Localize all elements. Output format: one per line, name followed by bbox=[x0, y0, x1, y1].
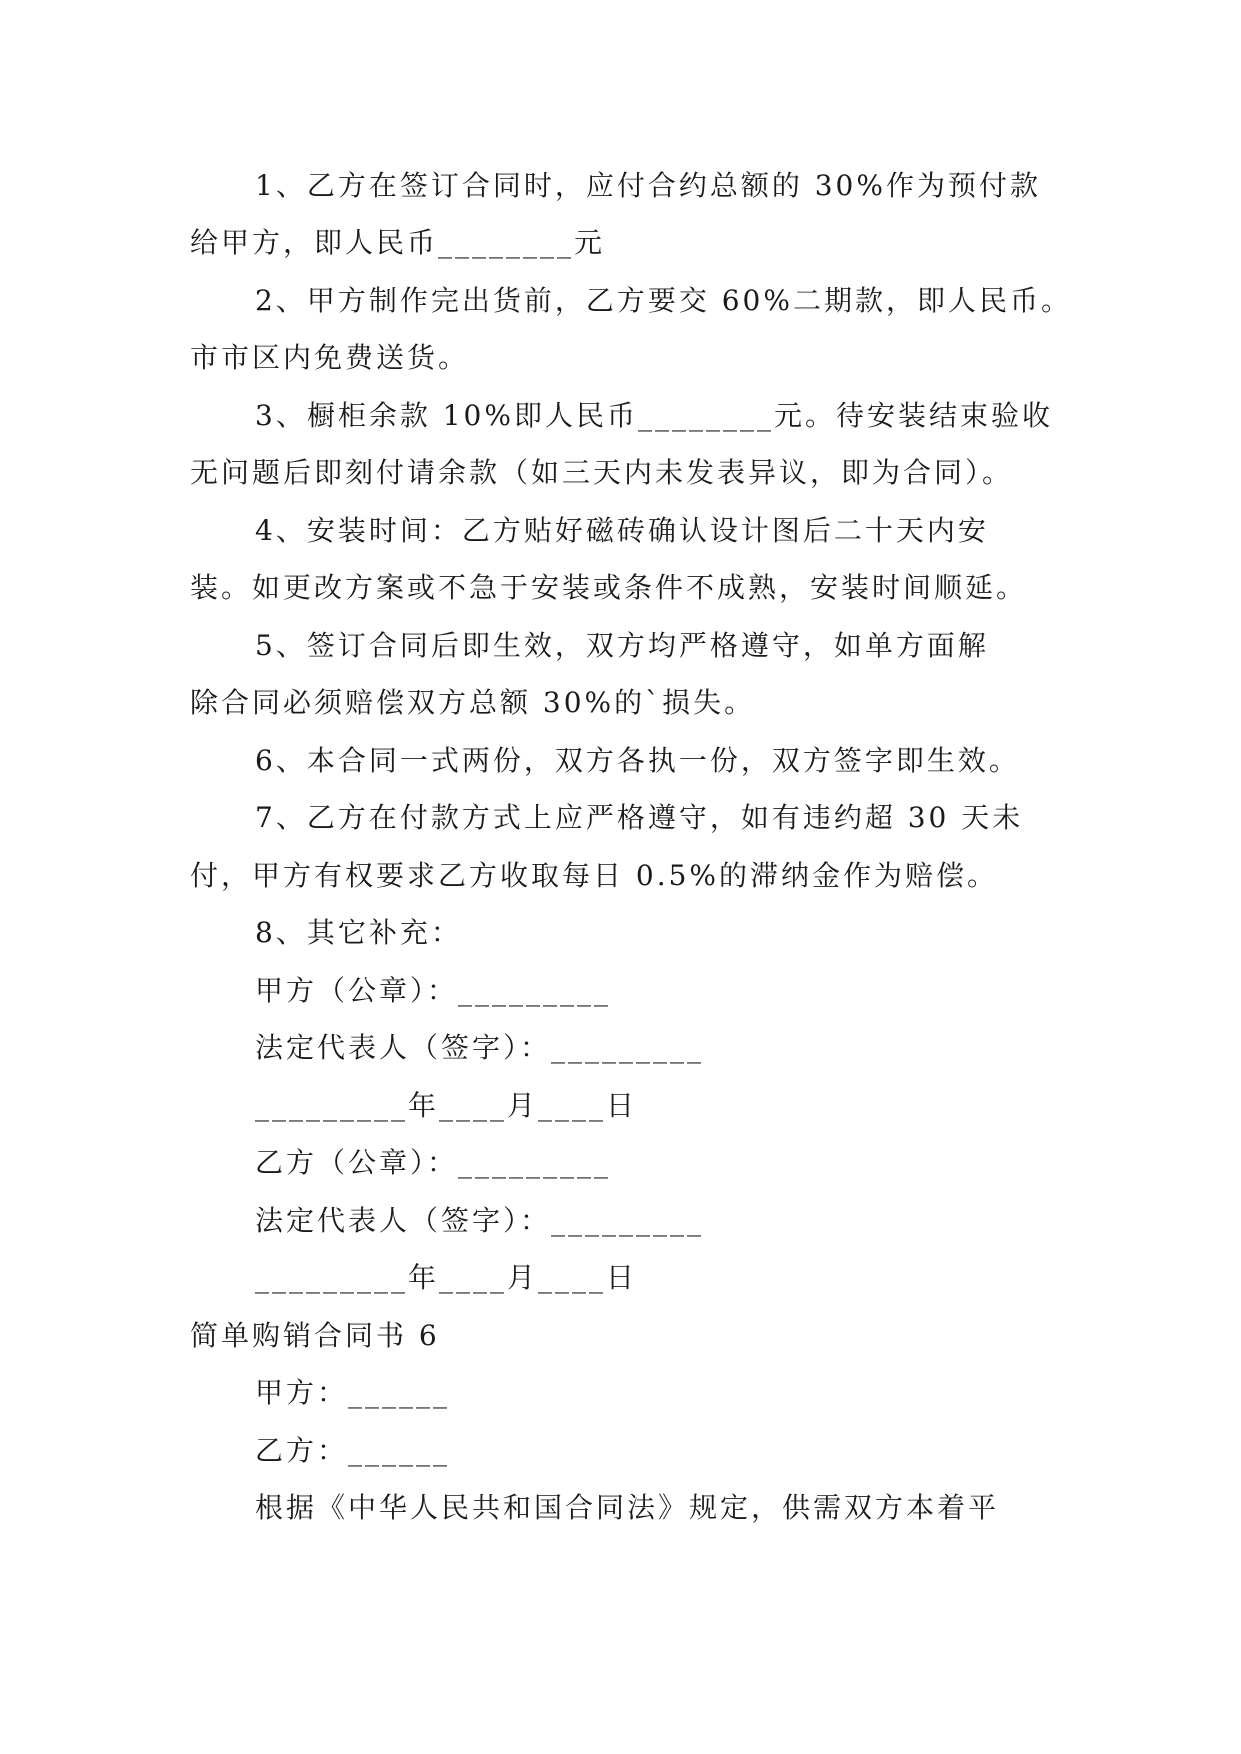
clause-2-line-2: 市市区内免费送货。 bbox=[190, 341, 470, 374]
clause-2-line-1: 2、甲方制作完出货前，乙方要交 60%二期款，即人民币。 bbox=[255, 284, 1072, 317]
party-b-line: 乙方：______ bbox=[255, 1434, 451, 1467]
party-b-seal-line: 乙方（公章）：_________ bbox=[255, 1146, 612, 1179]
section-title: 简单购销合同书 6 bbox=[190, 1319, 440, 1352]
clause-6-line: 6、本合同一式两份，双方各执一份，双方签字即生效。 bbox=[255, 744, 1020, 777]
clause-5-line-2: 除合同必须赔偿双方总额 30%的`损失。 bbox=[190, 686, 756, 719]
party-a-representative-line: 法定代表人（签字）：_________ bbox=[255, 1031, 705, 1064]
clause-1-line-2: 给甲方，即人民币________元 bbox=[190, 226, 606, 259]
clause-1-line-1: 1、乙方在签订合同时，应付合约总额的 30%作为预付款 bbox=[255, 169, 1041, 202]
clause-7-line-1: 7、乙方在付款方式上应严格遵守，如有违约超 30 天未 bbox=[255, 801, 1024, 834]
clause-7-line-2: 付，甲方有权要求乙方收取每日 0.5%的滞纳金作为赔偿。 bbox=[190, 859, 999, 892]
party-b-representative-line: 法定代表人（签字）：_________ bbox=[255, 1204, 705, 1237]
party-b-date-line: _________年____月____日 bbox=[255, 1261, 638, 1294]
clause-4-line-2: 装。如更改方案或不急于安装或条件不成熟，安装时间顺延。 bbox=[190, 571, 1028, 604]
party-a-date-line: _________年____月____日 bbox=[255, 1089, 638, 1122]
clause-5-line-1: 5、签订合同后即生效，双方均严格遵守，如单方面解 bbox=[255, 629, 989, 662]
party-a-seal-line: 甲方（公章）：_________ bbox=[255, 974, 612, 1007]
clause-3-line-2: 无问题后即刻付请余款（如三天内未发表异议，即为合同）。 bbox=[190, 456, 1014, 489]
clause-8-line: 8、其它补充： bbox=[255, 916, 462, 949]
clause-4-line-1: 4、安装时间：乙方贴好磁砖确认设计图后二十天内安 bbox=[255, 514, 989, 547]
clause-3-line-1: 3、橱柜余款 10%即人民币________元。待安装结束验收 bbox=[255, 399, 1053, 432]
party-a-line: 甲方：______ bbox=[255, 1376, 451, 1409]
preamble-line: 根据《中华人民共和国合同法》规定，供需双方本着平 bbox=[255, 1491, 1000, 1524]
